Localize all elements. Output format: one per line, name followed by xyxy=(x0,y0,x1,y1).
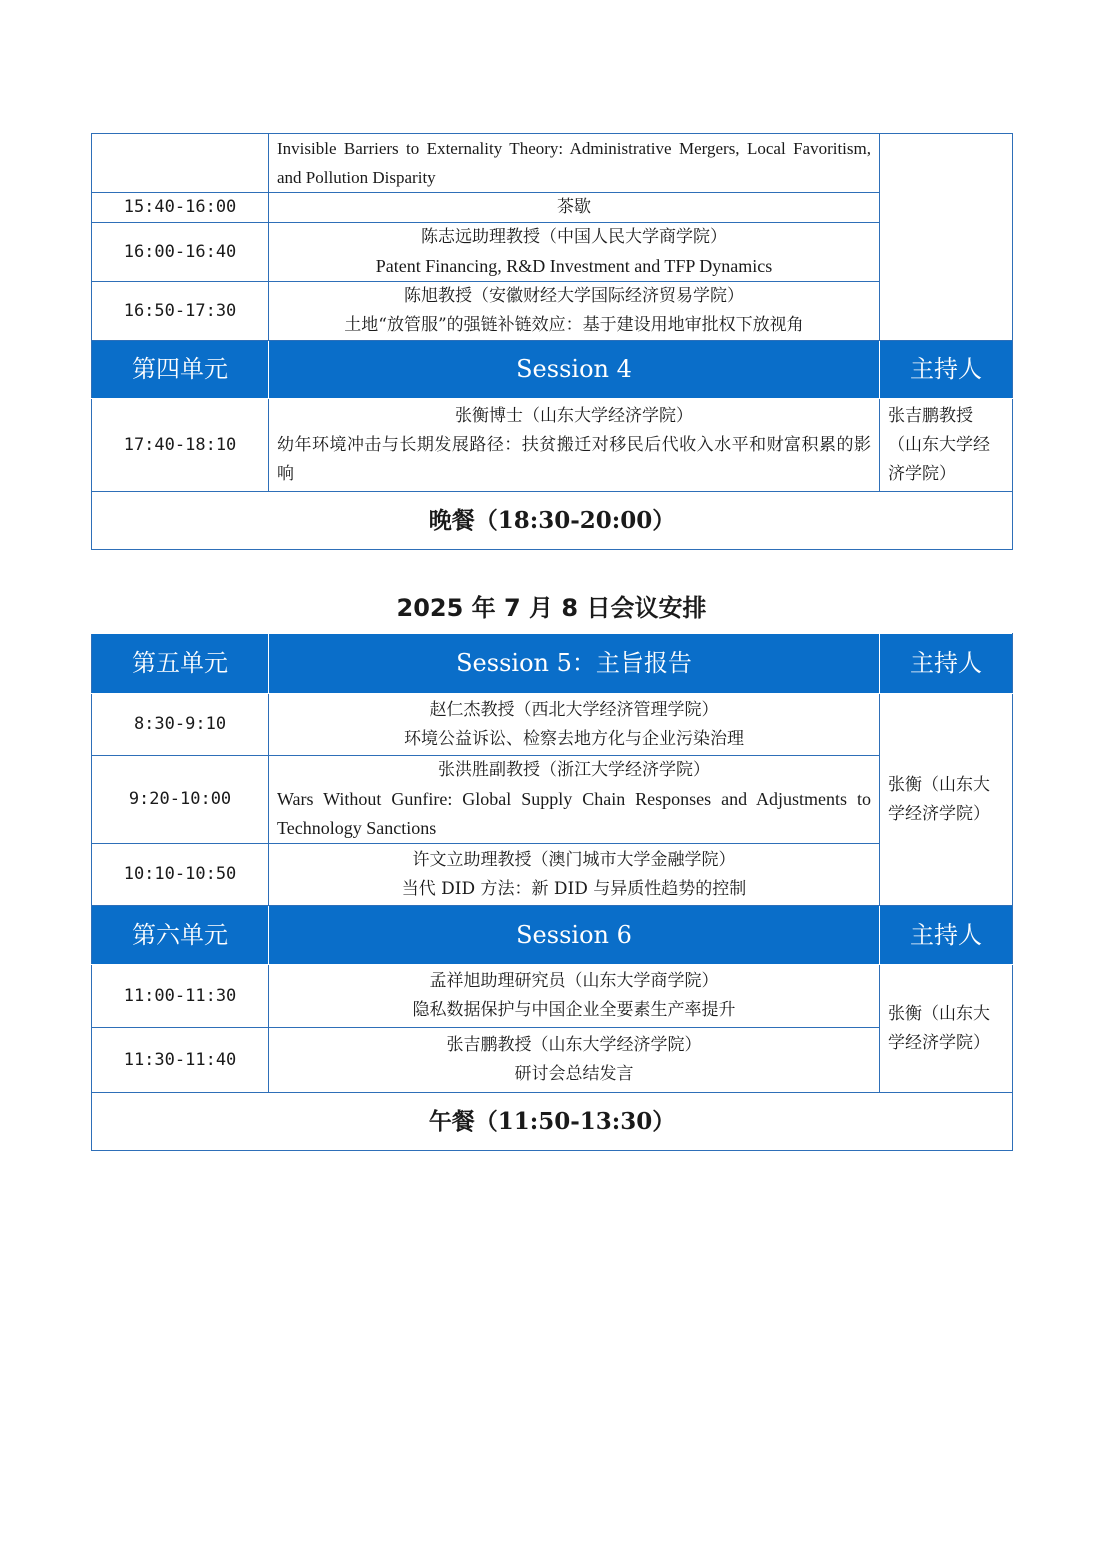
table-row xyxy=(92,965,1013,1028)
meal-label: 晚餐（18:30-20:00） xyxy=(92,492,1013,550)
talk-cell xyxy=(269,756,880,844)
session-header xyxy=(92,341,1013,399)
talk-title: Wars Without Gunfire: Global Supply Chain Responses and Adjustments to Technology Sanctions xyxy=(277,789,871,838)
time-cell xyxy=(92,134,269,193)
day-title: 2025 年 7 月 8 日会议安排 xyxy=(396,594,707,622)
time-cell: 11:00-11:30 xyxy=(92,965,269,1028)
host-cell xyxy=(880,134,1013,341)
table-row xyxy=(92,282,1013,341)
talk-title: 环境公益诉讼、检察去地方化与企业污染治理 xyxy=(404,728,744,749)
host-name: 张衡（山东大学经济学院） xyxy=(880,694,1013,906)
speaker: 张洪胜副教授（浙江大学经济学院） xyxy=(438,760,710,780)
talk-cell xyxy=(269,965,880,1028)
table-row xyxy=(92,134,1013,193)
table-row xyxy=(92,399,1013,492)
speaker: 赵仁杰教授（西北大学经济管理学院） xyxy=(429,699,719,720)
talk-title: 土地“放管服”的强链补链效应：基于建设用地审批权下放视角 xyxy=(344,315,804,335)
time-cell: 11:30-11:40 xyxy=(92,1028,269,1093)
time-cell: 17:40-18:10 xyxy=(92,399,269,492)
table-row xyxy=(92,223,1013,282)
table-row xyxy=(92,756,1013,844)
table-row xyxy=(92,844,1013,906)
session-header xyxy=(92,906,1013,965)
time-cell: 16:50-17:30 xyxy=(92,282,269,341)
schedule-table-day2 xyxy=(91,633,1013,1151)
speaker: 陈志远助理教授（中国人民大学商学院） xyxy=(421,227,727,247)
session-unit: 第六单元 xyxy=(92,906,269,965)
host-label: 主持人 xyxy=(880,634,1013,694)
talk-cell xyxy=(269,694,880,756)
table-row xyxy=(92,694,1013,756)
session-unit: 第四单元 xyxy=(92,341,269,399)
speaker: 许文立助理教授（澳门城市大学金融学院） xyxy=(412,849,736,870)
session-name: Session 6 xyxy=(269,906,880,965)
host-label: 主持人 xyxy=(880,906,1013,965)
table-row xyxy=(92,1028,1013,1093)
host-name: 张衡（山东大学经济学院） xyxy=(880,965,1013,1093)
talk-title: Invisible Barriers to Externality Theory: Administrative Mergers, Local Favoritism, and Pollution Disparity xyxy=(269,134,880,193)
talk-cell xyxy=(269,282,880,341)
time-cell: 15:40-16:00 xyxy=(92,193,269,223)
speaker: 孟祥旭助理研究员（山东大学商学院） xyxy=(429,971,719,991)
meal-row xyxy=(92,1093,1013,1151)
talk-cell xyxy=(269,399,880,492)
host-name: 张吉鹏教授（山东大学经济学院） xyxy=(880,399,1013,492)
talk-cell xyxy=(269,223,880,282)
meal-label: 午餐（11:50-13:30） xyxy=(92,1093,1013,1151)
time-cell: 10:10-10:50 xyxy=(92,844,269,906)
talk-cell xyxy=(269,844,880,906)
speaker: 张吉鹏教授（山东大学经济学院） xyxy=(446,1035,702,1055)
time-cell: 16:00-16:40 xyxy=(92,223,269,282)
time-cell: 9:20-10:00 xyxy=(92,756,269,844)
session-name: Session 5：主旨报告 xyxy=(269,634,880,694)
host-label: 主持人 xyxy=(880,341,1013,399)
speaker: 陈旭教授（安徽财经大学国际经济贸易学院） xyxy=(404,286,744,306)
table-row xyxy=(92,193,1013,223)
talk-title: 幼年环境冲击与长期发展路径：扶贫搬迁对移民后代收入水平和财富积累的影响 xyxy=(277,434,871,484)
schedule-table-day1 xyxy=(91,133,1013,550)
break-label: 茶歇 xyxy=(269,193,880,223)
talk-title: 隐私数据保护与中国企业全要素生产率提升 xyxy=(412,1000,736,1020)
talk-title: 研讨会总结发言 xyxy=(514,1064,634,1084)
session-unit: 第五单元 xyxy=(92,634,269,694)
talk-cell xyxy=(269,1028,880,1093)
speaker: 张衡博士（山东大学经济学院） xyxy=(455,405,693,426)
talk-title: Patent Financing, R&D Investment and TFP Dynamics xyxy=(375,256,773,276)
meal-row xyxy=(92,492,1013,550)
session-header xyxy=(92,634,1013,694)
talk-title: 当代 DID 方法：新 DID 与异质性趋势的控制 xyxy=(401,878,747,899)
time-cell: 8:30-9:10 xyxy=(92,694,269,756)
session-name: Session 4 xyxy=(269,341,880,399)
